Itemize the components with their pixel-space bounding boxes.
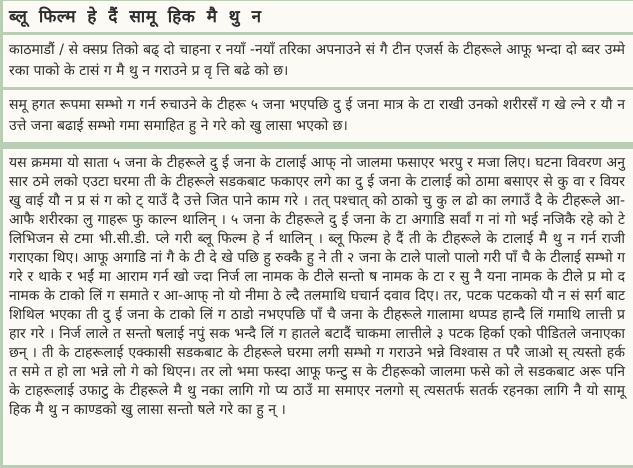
article-paragraph-summary: समू हगत रूपमा सम्भो ग गर्न रुचाउने के टीहरू ५ जना भएपछि दु ई जना मात्र के टा राखी उनको शरीरसँ ग खे ल्ने र यौ न उत्ते जना बढाई सम्भो गमा समाहित हु ने गरे को खु लासा भएको छ।: [3, 90, 633, 142]
article-headline: ब्लू फिल्म हे दैं सामू हिक मै थु न: [3, 1, 633, 32]
article-paragraph-body: यस क्रममा यो साता ५ जना के टीहरूले दु ई जना के टालाई आफ् नो जालमा फसाएर भरपु र मजा लिए। घटना विवरण अनु सार ठमे लको एउटा घरमा ती के टीहरूले सडकबाट फकाएर लगे का दु ई जना के टालाई को ठामा बसाएर से कु वा र वियर खु वाई यौ न प्र सं ग को ट् याउँ दै उत्ते जित पाने काम गरे । तत् पश्चात् को ठाको चु कु ल ढो का लगाउँ दै के टीहरूले आ-आफै शरीरका लु गाहरू फु काल्न थालिन् । ५ जना के टीहरूले दु ई जना के टा अगाडि सर्वां ग नां गो भई नजिकै रहे को टे लिभिजन से टमा भी.सी.डी. प्ले गरी ब्लू फिल्म हे र्न थालिन् । ब्लू फिल्म हे दैं ती के टीहरूले के टालाई मै थु न गर्न राजी गराएका थिए। आफू अगाडि नां गै के टी दे खे पछि हु रुक्कै हु ने ती २ जना के टाले पालो पालो गरी पाँ चै के टीलाई सम्भो ग गरे र थाके र भईं मा आराम गर्न खो ज्दा निर्ज ला नामक के टीले सन्तो ष नामक के टा र सु नै यना नामक के टीले प्र मो द नामक के टाको लिं ग समाते र आ-आफ् नो यो नीमा ठे ल्दै तलमाथि घचार्न दवाव दिए। तर, पटक पटकको यौ न सं सर्ग बाट शिथिल भएका ती दु ई जना के टाको लिं ग ठाडो नभएपछि पाँ चै जना के टीहरूले गालामा थप्पड हान्दै लिं गमाथि लात्ती प्र हार गरे । निर्ज लाले त सन्तो षलाई नपुं सक भन्दै लिं ग हातले बटादैं चाकमा लात्तीले ३ पटक हिर्का एको पीडितले जनाएका छन् । ती के टाहरूलाई एक्कासी सडकबाट के टीहरूले घरमा लगी सम्भो ग गराउने भन्ने विश्वास त परै जाओ स् त्यस्तो हर्क त समे त हो ला भन्ने लो गे को थिएन। तर लो भमा फस्दा आफू फन्टु स के टीहरूको जालमा फसे को ले सडकबाट अरू पनि के टाहरूलाई उफाटु के टीहरूले मै थु नका लागि गो प्य ठाउँ मा समाएर नलगो स् त्यसतर्फ सतर्क रहनका लागि नै यो सामू हिक मै थु न काण्डको खु लासा सन्तो षले गरे का हु न् ।: [3, 149, 633, 465]
article-paragraph-lead: काठमाडौं / से क्सप्र तिको बढ् दो चाहना र नयाँ -नयाँ तरिका अपनाउने सं गै टीन एजर्स के टीहरूले आफू भन्दा दो ब्वर उम्मे रका पाको के टासं ग मै थु न गराउने प्र वृ त्ति बढे को छ।: [3, 35, 633, 87]
